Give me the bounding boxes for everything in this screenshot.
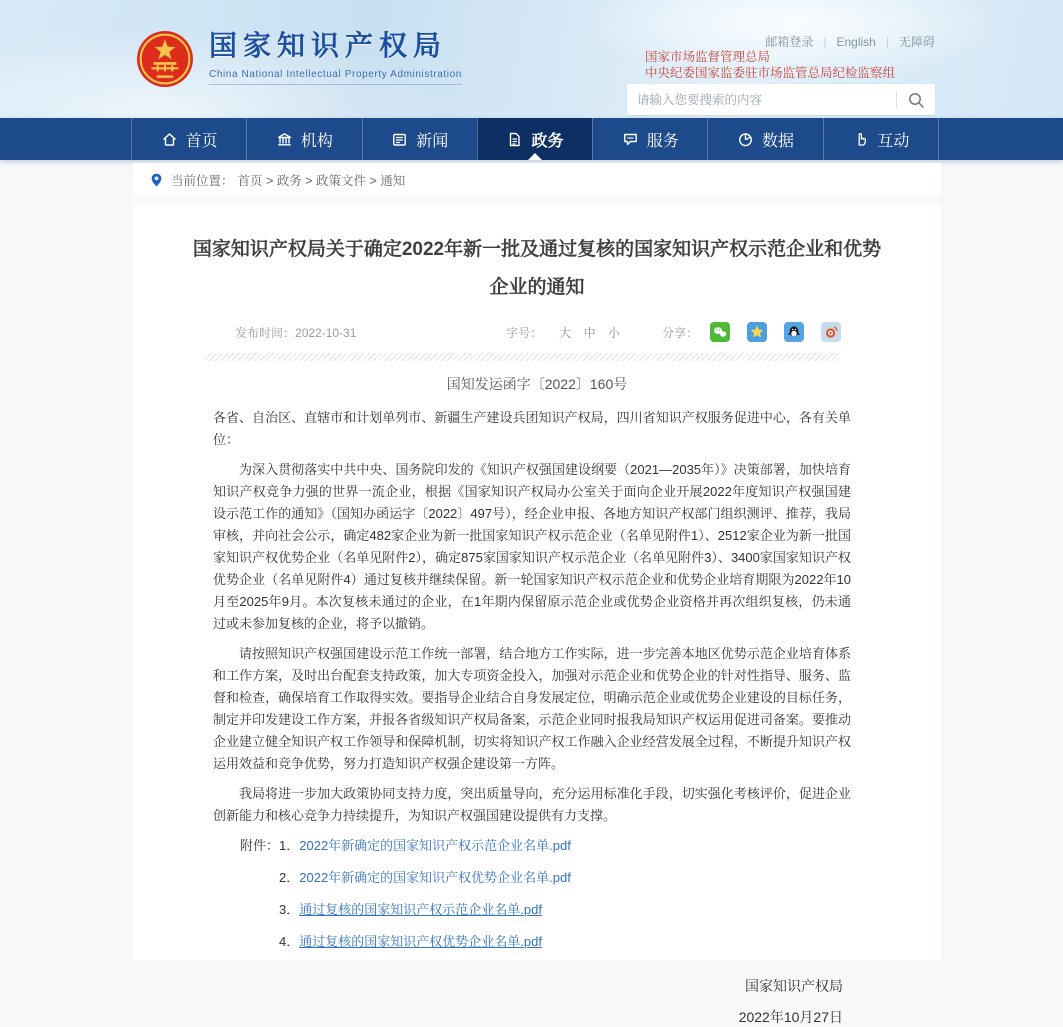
institution-icon [276, 131, 293, 148]
article-title: 国家知识产权局关于确定2022年新一批及通过复核的国家知识产权示范企业和优势企业的通知 [192, 239, 882, 298]
search-button[interactable] [897, 84, 935, 115]
samr-link[interactable]: 国家市场监督管理总局 [645, 50, 771, 64]
discipline-inspection-link[interactable]: 中央纪委国家监委驻市场监管总局纪检监察组 [645, 66, 896, 80]
gov-affairs-icon [506, 131, 523, 148]
search-icon [907, 91, 925, 109]
news-icon [391, 131, 408, 148]
nav-item-data[interactable] [707, 118, 822, 160]
related-agency-links [645, 49, 895, 81]
mailbox-login-link[interactable]: 邮箱登录 [765, 35, 814, 49]
home-icon [161, 131, 178, 148]
article-card [133, 203, 941, 1025]
divider: | [823, 34, 827, 49]
signature-agency: 国家知识产权局 [745, 978, 843, 994]
data-icon [737, 131, 754, 148]
nav-item-label: 互动 [877, 132, 910, 150]
document-number: 国知发运函字〔2022〕160号 [446, 376, 628, 392]
nav-item-home[interactable] [131, 118, 246, 160]
attachment-link-1[interactable]: 2022年新确定的国家知识产权示范企业名单.pdf [299, 838, 571, 853]
signature-date: 2022年10月27日 [738, 1009, 843, 1025]
attachments-label: 附件： [240, 838, 280, 853]
attachments-section [240, 835, 941, 963]
article-meta [235, 322, 841, 342]
hatched-divider [205, 353, 839, 361]
nav-item-gov-affairs[interactable] [477, 118, 592, 160]
attachment-number: 1． [279, 838, 300, 853]
body-paragraph: 我局将进一步加大政策协同支持力度，突出质量导向，充分运用标准化手段，切实强化考核评价，促进企业创新能力和核心竞争力持续提升，为知识产权强国建设提供有力支撑。 [213, 786, 851, 823]
attachment-number: 2． [279, 870, 300, 885]
attachment-item [279, 835, 571, 857]
attachment-link-3[interactable]: 通过复核的国家知识产权示范企业名单.pdf [299, 902, 542, 917]
divider: | [885, 34, 889, 49]
interaction-icon [852, 131, 869, 148]
attachment-item [279, 899, 571, 921]
qzone-share-icon[interactable] [747, 322, 767, 342]
attachment-link-4[interactable]: 通过复核的国家知识产权优势企业名单.pdf [299, 934, 542, 949]
site-brand [136, 26, 462, 88]
breadcrumb-label: 当前位置： [171, 174, 234, 188]
attachment-item [279, 931, 571, 953]
utility-links [765, 33, 935, 50]
location-pin-icon [149, 172, 164, 188]
nav-item-interaction[interactable] [823, 118, 939, 160]
attachment-item [279, 867, 571, 889]
site-title: 国家知识产权局 [209, 30, 448, 61]
attachment-number: 3． [279, 902, 300, 917]
main-navbar [0, 118, 1063, 160]
site-title-english: China National Intellectual Property Administration [209, 69, 462, 85]
share-label: 分享： [661, 325, 698, 340]
nav-item-service[interactable] [592, 118, 707, 160]
breadcrumb-path[interactable]: 首页 > 政务 > 政策文件 > 通知 [237, 174, 406, 188]
publish-date: 2022-10-31 [295, 325, 357, 340]
breadcrumb [133, 163, 941, 197]
attachment-number: 4． [279, 934, 300, 949]
signature-block [133, 976, 843, 1027]
accessibility-link[interactable]: 无障碍 [898, 35, 935, 49]
search-bar [627, 84, 935, 115]
font-size-large-button[interactable]: 大 [559, 325, 572, 340]
search-input[interactable] [627, 84, 896, 115]
nav-item-label: 机构 [300, 132, 333, 150]
nav-item-news[interactable] [362, 118, 477, 160]
publish-time-label: 发布时间： [235, 325, 296, 340]
nav-item-label: 服务 [646, 132, 679, 150]
font-size-small-button[interactable]: 小 [607, 325, 620, 340]
body-paragraph: 请按照知识产权强国建设示范工作统一部署，结合地方工作实际，进一步完善本地区优势示范企业培育体系和工作方案，及时出台配套支持政策，加大专项资金投入，加强对示范企业和优势企业的针对性指导、服务、监督和检查，确保培育工作取得实效。要指导企业结合自身发展定位，明确示范企业或优势企业建设的目标任务，制定并印发建设工作方案，并报各省级知识产权局备案，示范企业同时报我局知识产权运用促进司备案。要推动企业建立健全知识产权工作领导和保障机制，切实将知识产权工作融入企业经营发展全过程，不断提升知识产权运用效益和竞争优势，努力打造知识产权强企建设第一方阵。 [213, 646, 851, 771]
nav-item-label: 首页 [185, 132, 218, 150]
english-link[interactable]: English [836, 34, 876, 49]
nav-item-institution[interactable] [246, 118, 361, 160]
wechat-share-icon[interactable] [710, 322, 730, 342]
font-size-medium-button[interactable]: 中 [583, 325, 596, 340]
national-emblem-icon [136, 30, 194, 88]
nav-item-label: 数据 [762, 132, 795, 150]
qq-share-icon[interactable] [784, 322, 804, 342]
attachment-link-2[interactable]: 2022年新确定的国家知识产权优势企业名单.pdf [299, 870, 571, 885]
weibo-share-icon[interactable] [821, 322, 841, 342]
service-icon [622, 131, 639, 148]
salutation-paragraph: 各省、自治区、直辖市和计划单列市、新疆生产建设兵团知识产权局，四川省知识产权服务促进中心，各有关单位： [213, 410, 851, 447]
body-paragraph: 为深入贯彻落实中共中央、国务院印发的《知识产权强国建设纲要（2021—2035年）》决策部署，加快培育知识产权竞争力强的世界一流企业，根据《国家知识产权局办公室关于面向企业开展2022年度知识产权强国建设示范工作的通知》（国知办函运字〔2022〕497号），经企业申报、各地方知识产权部门组织测评、推荐，我局审核，并向社会公示，确定482家企业为新一批国家知识产权示范企业（名单见附件1）、2512家企业为新一批国家知识产权优势企业（名单见附件2），确定875家国家知识产权示范企业（名单见附件3）、3400家国家知识产权优势企业（名单见附件4）通过复核并继续保留。新一轮国家知识产权示范企业和优势企业培育期限为2022年10月至2025年9月。本次复核未通过的企业，在1年期内保留原示范企业或优势企业资格并再次组织复核，仍未通过或未参加复核的企业，将予以撤销。 [213, 462, 851, 631]
nav-item-label: 新闻 [416, 132, 449, 150]
article-body [213, 407, 851, 827]
font-size-label: 字号： [506, 325, 543, 340]
site-header [0, 0, 1063, 118]
nav-item-label: 政务 [531, 132, 564, 150]
